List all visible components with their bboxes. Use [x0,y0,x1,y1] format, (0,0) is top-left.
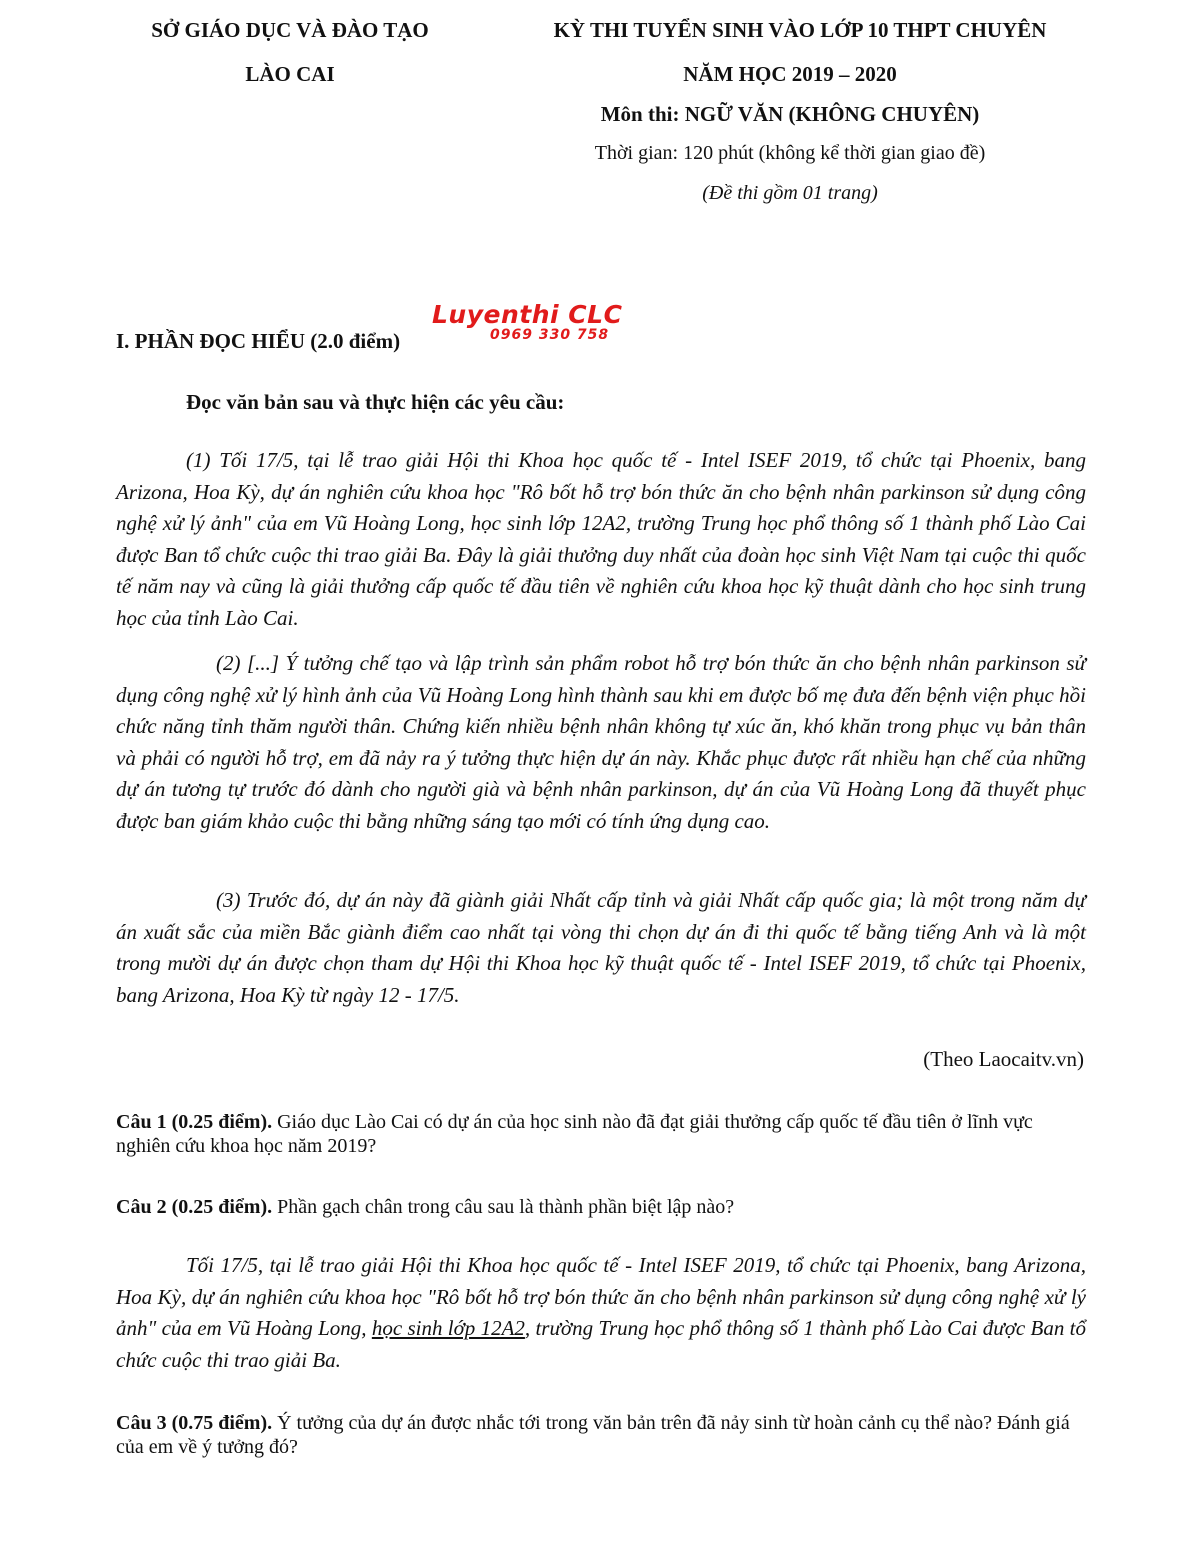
watermark-logo: Luyenthi CLC [432,300,623,329]
watermark-phone: 0969 330 758 [490,327,610,343]
question-2-quote [116,1250,1086,1376]
school-year: NĂM HỌC 2019 – 2020 [683,62,897,86]
exam-title: KỲ THI TUYỂN SINH VÀO LỚP 10 THPT CHUYÊN [553,18,1047,42]
question-1-text: Giáo dục Lào Cai có dự án của học sinh nào đã đạt giải thưởng cấp quốc tế đầu tiên ở lĩnh vực nghiên cứu khoa học năm 2019? [116,1111,1033,1157]
question-2 [116,1195,1086,1219]
quote-underlined-phrase: học sinh lớp 12A2 [371,1316,525,1340]
reading-instruction: Đọc văn bản sau và thực hiện các yêu cầu: [186,390,565,414]
department-line-2: LÀO CAI [245,62,335,86]
question-1-label: Câu 1 (0.25 điểm). [116,1111,273,1133]
department-province [100,62,480,87]
question-1 [116,1110,1086,1158]
quote-before: Tối 17/5, tại lễ trao giải Hội thi Khoa học quốc tế - Intel ISEF 2019, tổ chức tại Phoenix, bang Arizona, Hoa Kỳ, dự án nghiên cứu khoa học "Rô bốt hỗ trợ bón thức ăn cho bệnh nhân parkinson sử dụng công nghệ xử lý ảnh" của em Vũ Hoàng Long, [116,1253,1086,1340]
pages-note: (Đề thi gồm 01 trang) [702,182,878,204]
section-heading: I. PHẦN ĐỌC HIỂU (2.0 điểm) [116,329,401,353]
question-2-label: Câu 2 (0.25 điểm). [116,1196,273,1218]
question-3-label: Câu 3 (0.75 điểm). [116,1412,273,1434]
quote-after: , trường Trung học phổ thông số 1 thành phố Lào Cai được Ban tổ chức cuộc thi trao giải Ba. [116,1316,1086,1372]
department-name [100,18,480,43]
question-2-text: Phần gạch chân trong câu sau là thành phần biệt lập nào? [272,1196,735,1218]
question-3-text: Ý tưởng của dự án được nhắc tới trong văn bản trên đã nảy sinh từ hoàn cảnh cụ thể nào? Đánh giá của em về ý tưởng đó? [116,1412,1070,1458]
exam-time: Thời gian: 120 phút (không kể thời gian giao đề) [594,142,986,164]
passage-paragraph-1: (1) Tối 17/5, tại lễ trao giải Hội thi Khoa học quốc tế - Intel ISEF 2019, tổ chức tại Phoenix, bang Arizona, Hoa Kỳ, dự án nghiên cứu khoa học "Rô bốt hỗ trợ bón thức ăn cho bệnh nhân parkinson sử dụng công nghệ xử lý ảnh" của em Vũ Hoàng Long, học sinh lớp 12A2, trường Trung học phổ thông số 1 thành phố Lào Cai được Ban tổ chức cuộc thi trao giải Ba. Đây là giải thưởng duy nhất của đoàn học sinh Việt Nam tại cuộc thi quốc tế năm nay và cũng là giải thưởng cấp quốc tế đầu tiên về nghiên cứu khoa học kỹ thuật dành cho học sinh trung học của tỉnh Lào Cai. [116,448,1086,630]
department-line-1: SỞ GIÁO DỤC VÀ ĐÀO TẠO [151,18,429,42]
passage-paragraph-2: (2) [...] Ý tưởng chế tạo và lập trình sản phẩm robot hỗ trợ bón thức ăn cho bệnh nhân parkinson sử dụng công nghệ xử lý hình ảnh của Vũ Hoàng Long hình thành sau khi em được bố mẹ đưa đến bệnh viện phục hồi chức năng tỉnh thăm người thân. Chứng kiến nhiều bệnh nhân không tự xúc ăn, khó khăn trong phục vụ bản thân và phải có người hỗ trợ, em đã nảy ra ý tưởng thực hiện dự án này. Khắc phục được rất nhiều hạn chế của những dự án tương tự trước đó dành cho người già và bệnh nhân parkinson, dự án của Vũ Hoàng Long đã thuyết phục được ban giám khảo cuộc thi bằng những sáng tạo mới có tính ứng dụng cao. [116,651,1086,833]
passage-source: (Theo Laocaitv.vn) [923,1047,1084,1071]
exam-subject: Môn thi: NGỮ VĂN (KHÔNG CHUYÊN) [600,102,980,126]
question-3 [116,1411,1086,1459]
passage-paragraph-3: (3) Trước đó, dự án này đã giành giải Nhất cấp tỉnh và giải Nhất cấp quốc gia; là một trong năm dự án xuất sắc của miền Bắc giành điểm cao nhất tại vòng thi chọn dự án đi thi quốc tế bằng tiếng Anh và là một trong mười dự án được chọn tham dự Hội thi Khoa học kỹ thuật quốc tế - Intel ISEF 2019, tổ chức tại Phoenix, bang Arizona, Hoa Kỳ từ ngày 12 - 17/5. [116,888,1086,1007]
